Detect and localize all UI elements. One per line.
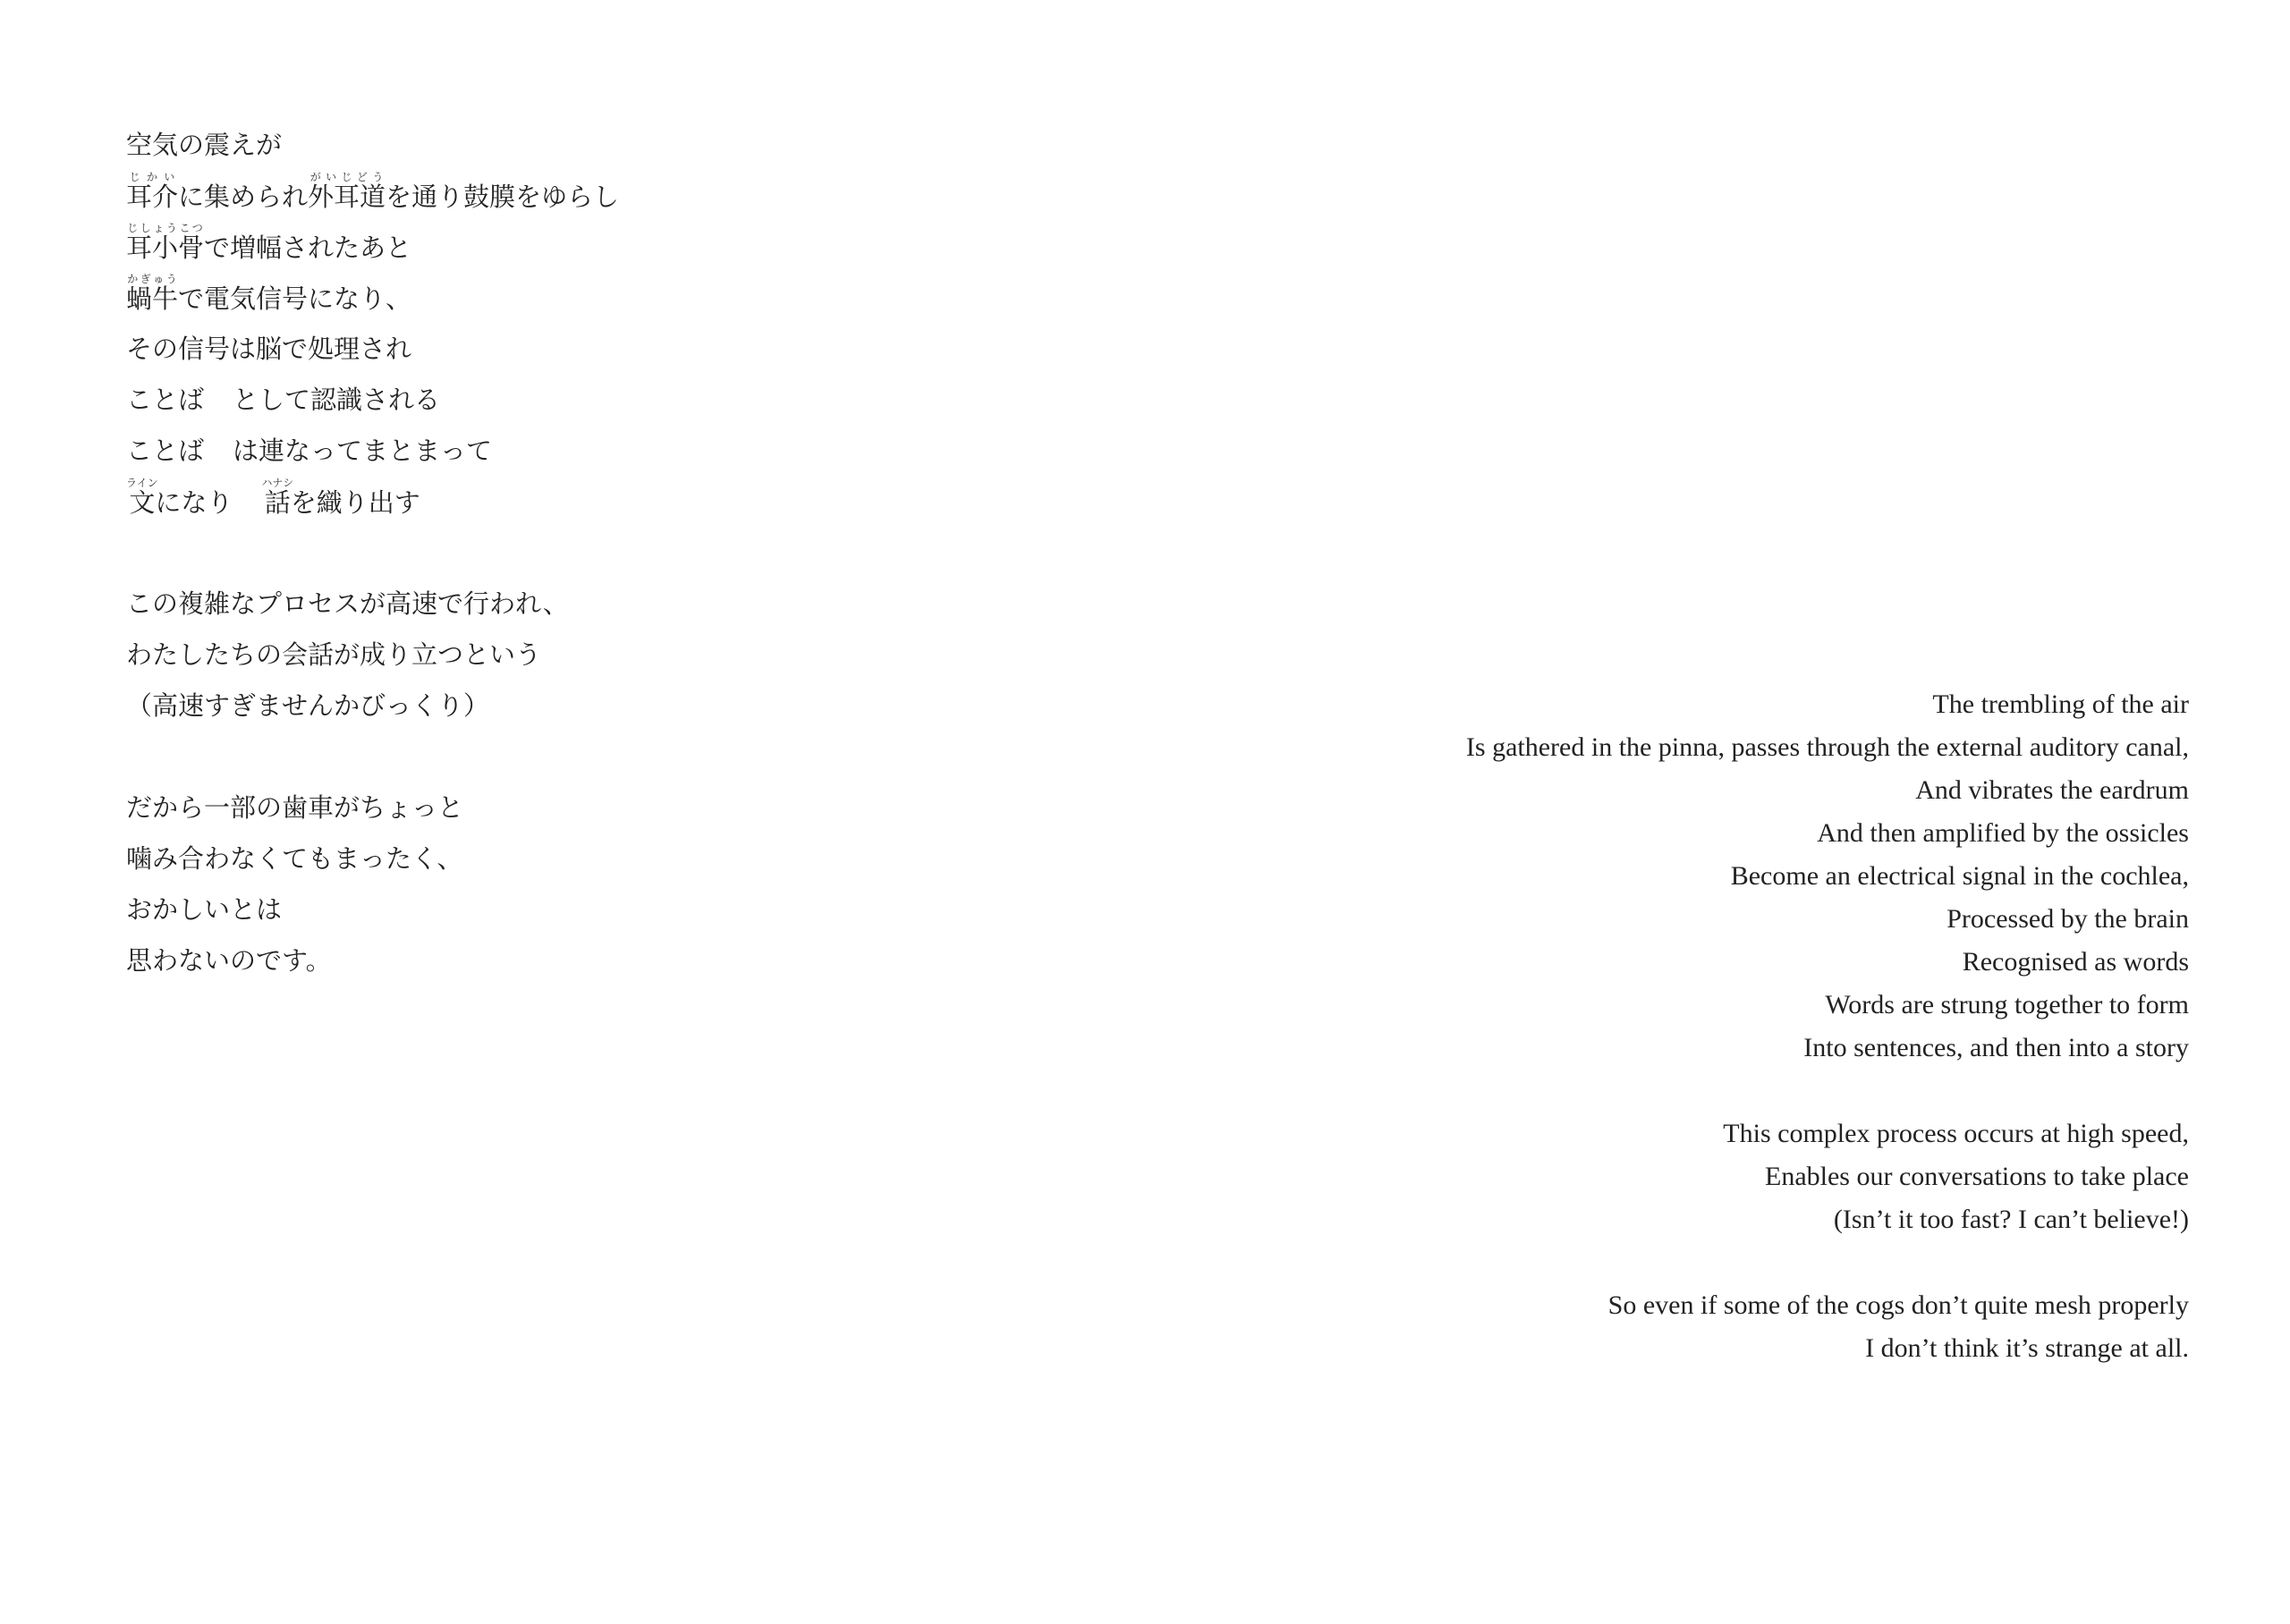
en-stanza3-line: So even if some of the cogs don’t quite mesh properly bbox=[1607, 1290, 2189, 1320]
jp-text: 話 bbox=[261, 487, 294, 518]
jp-line-4 bbox=[126, 273, 931, 324]
en-stanza1-line: The trembling of the air bbox=[1932, 689, 2189, 719]
en-stanza1-line: Is gathered in the pinna, passes through the external auditory canal, bbox=[1465, 732, 2189, 762]
jp-line-5 bbox=[126, 324, 931, 375]
jp-text: 文 bbox=[126, 487, 158, 518]
jp-text: に集められ bbox=[178, 182, 309, 212]
jp-text: 耳小骨 bbox=[126, 233, 205, 263]
ruby-reading: ライン bbox=[126, 477, 158, 489]
jp-text: ことば bbox=[126, 436, 205, 466]
en-stanza1-line: Into sentences, and then into a story bbox=[1803, 1033, 2189, 1062]
jp-text: は連なってまとまって bbox=[233, 436, 493, 466]
en-stanza3-line: I don’t think it’s strange at all. bbox=[1865, 1333, 2189, 1363]
ruby-word bbox=[126, 222, 205, 263]
jp-line-8 bbox=[126, 477, 931, 528]
ruby-reading: じしょうこつ bbox=[126, 222, 205, 234]
en-stanza1-line: Become an electrical signal in the cochlea, bbox=[1730, 861, 2189, 891]
jp-stanza2-line: わたしたちの会話が成り立つという bbox=[126, 639, 542, 670]
ruby-word bbox=[308, 171, 386, 212]
jp-text: 蝸牛 bbox=[126, 283, 179, 314]
jp-stanza3-line: おかしいとは bbox=[126, 894, 283, 925]
stanza-gap bbox=[126, 732, 931, 782]
jp-stanza2-line: この複雑なプロセスが高速で行われ、 bbox=[126, 588, 569, 619]
jp-text: その信号は脳で処理され bbox=[126, 334, 412, 364]
stanza-gap bbox=[126, 528, 931, 579]
stanza-gap bbox=[1205, 1070, 2189, 1112]
jp-text: 耳介 bbox=[126, 182, 179, 212]
english-poem bbox=[1205, 683, 2189, 1370]
ruby-reading: じかい bbox=[126, 171, 178, 183]
jp-line-3 bbox=[126, 222, 931, 273]
jp-text: を通り鼓膜をゆらし bbox=[386, 182, 620, 212]
en-stanza1-line: Processed by the brain bbox=[1946, 904, 2189, 934]
ruby-reading: ハナシ bbox=[261, 477, 294, 489]
jp-line-7 bbox=[126, 426, 931, 477]
en-stanza1-line: Words are strung together to form bbox=[1825, 990, 2189, 1019]
jp-text: で電気信号になり、 bbox=[178, 283, 412, 314]
en-stanza2-line: Enables our conversations to take place bbox=[1765, 1162, 2189, 1191]
jp-line-2 bbox=[126, 171, 931, 222]
stanza-gap bbox=[1205, 1241, 2189, 1284]
ruby-word bbox=[126, 171, 179, 212]
ruby-reading: がいじどう bbox=[308, 171, 386, 183]
jp-text: を織り出す bbox=[290, 487, 420, 518]
en-stanza1-line: And vibrates the eardrum bbox=[1915, 775, 2189, 805]
ruby-reading: かぎゅう bbox=[126, 273, 179, 285]
jp-text: 空気の震えが bbox=[126, 130, 283, 160]
en-stanza2-line: (Isn’t it too fast? I can’t believe!) bbox=[1833, 1205, 2189, 1234]
en-stanza1-line: And then amplified by the ossicles bbox=[1817, 818, 2189, 848]
jp-line-6 bbox=[126, 375, 931, 426]
en-stanza1-line: Recognised as words bbox=[1962, 947, 2189, 977]
jp-text: 外耳道 bbox=[308, 182, 386, 212]
jp-text: として認識される bbox=[233, 385, 441, 415]
jp-line-1 bbox=[126, 120, 931, 171]
jp-stanza2-line: （高速すぎませんかびっくり） bbox=[126, 690, 490, 721]
ruby-word bbox=[261, 477, 294, 518]
jp-text: ことば bbox=[126, 385, 205, 415]
ruby-word bbox=[126, 273, 179, 314]
ruby-word bbox=[126, 477, 158, 518]
jp-text: で増幅されたあと bbox=[204, 233, 412, 263]
en-stanza2-line: This complex process occurs at high speed, bbox=[1723, 1119, 2189, 1148]
jp-stanza3-line: だから一部の歯車がちょっと bbox=[126, 792, 464, 823]
jp-stanza3-line: 噛み合わなくてもまったく、 bbox=[126, 843, 463, 874]
jp-stanza3-line: 思わないのです。 bbox=[126, 945, 332, 976]
jp-text: になり bbox=[155, 487, 233, 518]
japanese-poem bbox=[126, 120, 931, 986]
